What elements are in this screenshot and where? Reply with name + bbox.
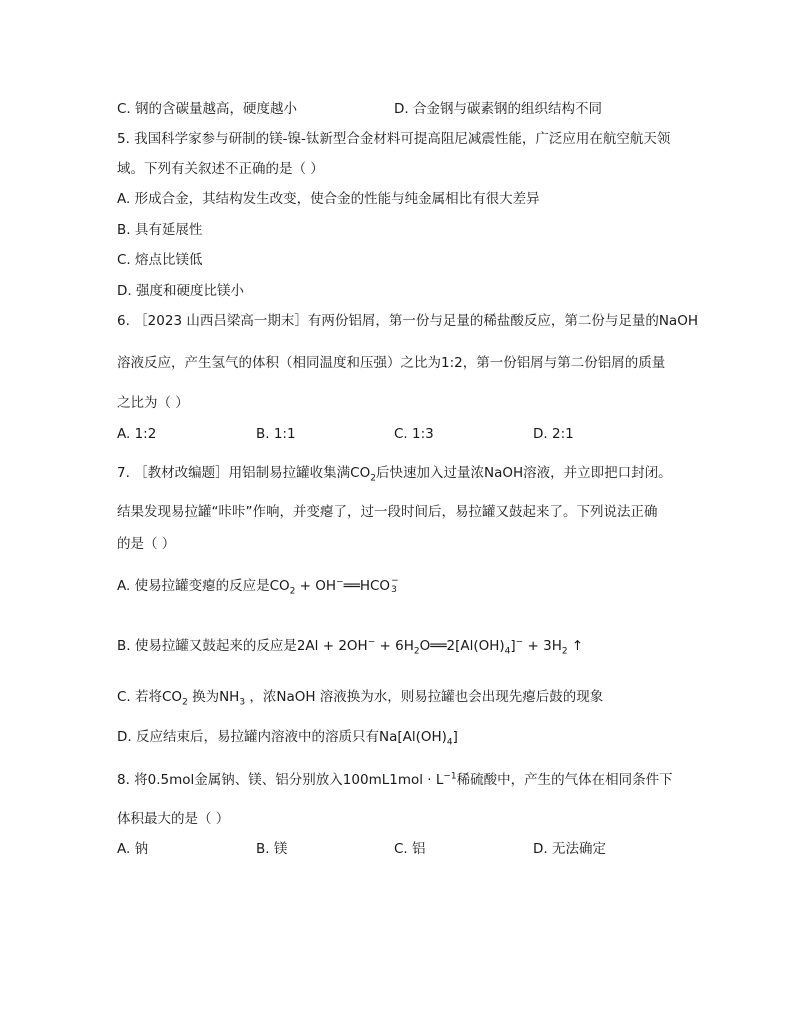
q8-stem-line2: 体积最大的是（ ） xyxy=(117,811,230,827)
q6-stem-line3: 之比为（ ） xyxy=(117,395,189,411)
q7-option-b: B. 使易拉罐又鼓起来的反应是$2Al + 2OH^- + 6H_2O══2[Al(OH)_4]^- + 3H_2$ ↑ xyxy=(117,637,584,657)
q8-option-b: B. 镁 xyxy=(256,841,288,857)
q8-option-a: A. 钠 xyxy=(117,841,149,857)
q7-stem-line2: 结果发现易拉罐“咔咔”作响，并变瘪了，过一段时间后，易拉罐又鼓起来了。下列说法正确 xyxy=(117,504,658,520)
q6-option-d: D. 2:1 xyxy=(533,426,574,442)
q5-option-a: A. 形成合金，其结构发生改变，使合金的性能与纯金属相比有很大差异 xyxy=(117,191,540,207)
q5-option-c: C. 熔点比镁低 xyxy=(117,252,203,268)
q6-option-c: C. 1:3 xyxy=(394,426,434,442)
q8-option-c: C. 铝 xyxy=(394,841,426,857)
q6-option-b: B. 1:1 xyxy=(256,426,296,442)
q5-option-b: B. 具有延展性 xyxy=(117,222,203,238)
q7-option-d: D. 反应结束后，易拉罐内溶液中的溶质只有$Na[Al(OH)_4]$ xyxy=(117,729,458,748)
q7-option-c: C. 若将$CO_2$ 换为$NH_3$ ，浓NaOH 溶液换为水，则易拉罐也会出现先瘪后鼓的现象 xyxy=(117,689,604,708)
q5-option-d: D. 强度和硬度比镁小 xyxy=(117,283,244,299)
q5-stem-line1: 5. 我国科学家参与研制的镁-镍-钛新型合金材料可提高阻尼减震性能，广泛应用在航空航天领 xyxy=(117,131,671,147)
q7-stem-line1: 7. ［教材改编题］用铝制易拉罐收集满$CO_2$后快速加入过量浓NaOH溶液，并立即把口封闭。 xyxy=(117,465,672,484)
q8-stem-line1: 8. 将0.5mol金属钠、镁、铝分别放入$100mL1mol \cdot L^{-1}$稀硫酸中，产生的气体在相同条件下 xyxy=(117,771,673,788)
q7-stem-line3: 的是（ ） xyxy=(117,536,176,552)
q6-stem-line1: 6. ［2023 山西吕梁高一期末］有两份铝屑，第一份与足量的稀盐酸反应，第二份与足量的NaOH xyxy=(117,313,698,329)
q6-option-a: A. 1:2 xyxy=(117,426,157,442)
q4-option-d: D. 合金钢与碳素钢的组织结构不同 xyxy=(394,101,602,117)
q5-stem-line2: 域。下列有关叙述不正确的是（ ） xyxy=(117,161,324,177)
q4-option-c: C. 钢的含碳量越高，硬度越小 xyxy=(117,101,298,117)
q7-option-a: A. 使易拉罐变瘪的反应是$CO_2$ + OH−══HCO − 3 xyxy=(117,576,399,597)
q6-stem-line2: 溶液反应，产生氢气的体积（相同温度和压强）之比为1:2，第一份铝屑与第二份铝屑的质量 xyxy=(117,355,666,371)
q8-option-d: D. 无法确定 xyxy=(533,841,606,857)
